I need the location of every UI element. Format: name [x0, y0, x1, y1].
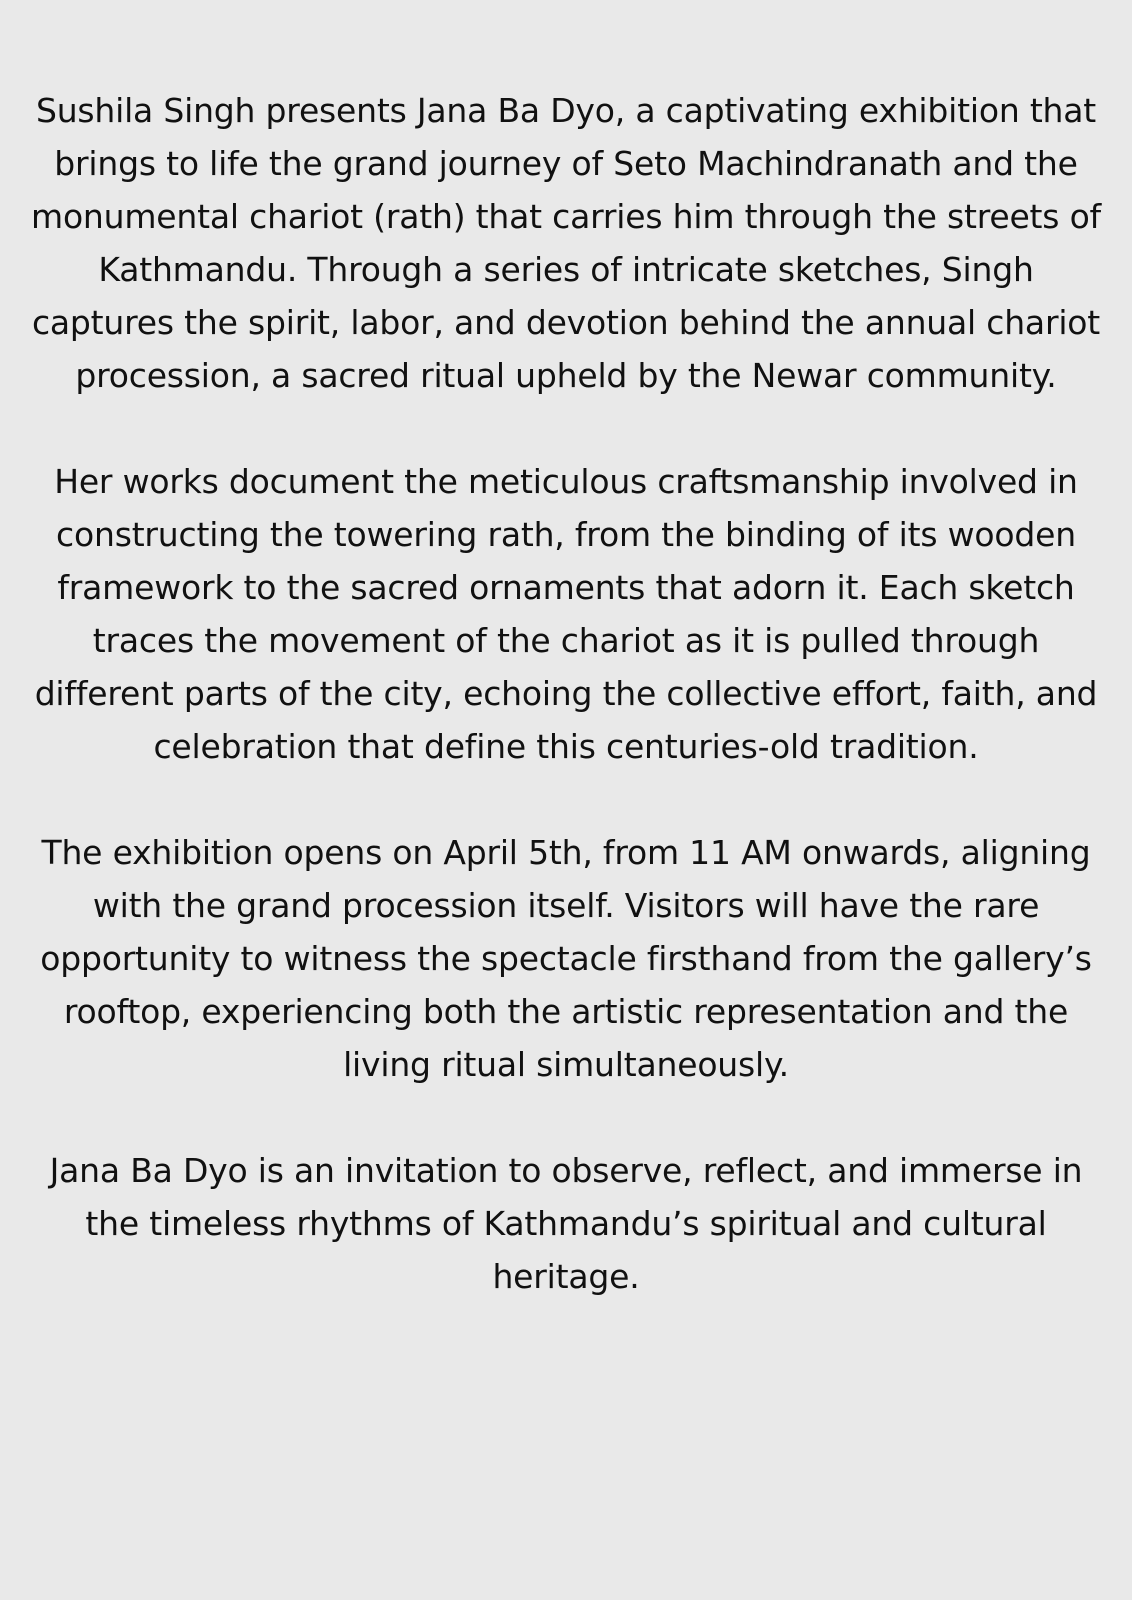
paragraph-spacer [28, 1091, 1104, 1144]
paragraph-intro: Sushila Singh presents Jana Ba Dyo, a captivating exhibition that brings to life the grand journey of Seto Machindranath and the monumental chariot (rath) that carries him through the streets of Kathmandu. Through a series of intricate sketches, Singh captures the spirit, labor, and devotion behind the annual chariot procession, a sacred ritual upheld by the Newar community. [31, 91, 1101, 395]
paragraph-closing: Jana Ba Dyo is an invitation to observe, reflect, and immerse in the timeless rhythms of Kathmandu’s spiritual and cultural heritage. [49, 1151, 1083, 1296]
paragraph-spacer [28, 773, 1104, 826]
paragraph-craftsmanship: Her works document the meticulous craftsmanship involved in constructing the towering rath, from the binding of its wooden framework to the sacred ornaments that adorn it. Each sketch traces the movement of the chariot as it is pulled through different parts of the city, echoing the collective effort, faith, and celebration that define this centuries-old tradition. [34, 462, 1098, 766]
paragraph-spacer [28, 402, 1104, 455]
paragraph-opening-details: The exhibition opens on April 5th, from 11 AM onwards, aligning with the grand procession itself. Visitors will have the rare opportunity to witness the spectacle firsthand from the gallery’s rooftop, experiencing both the artistic representation and the living ritual simultaneously. [40, 833, 1092, 1084]
